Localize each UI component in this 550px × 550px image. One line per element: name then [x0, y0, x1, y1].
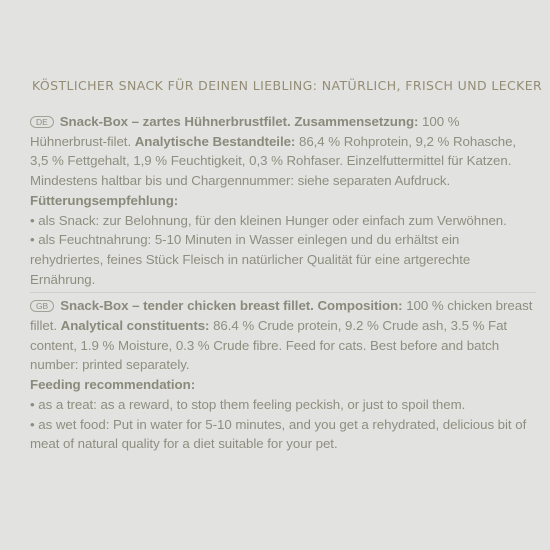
english-composition-label: Composition: — [317, 298, 403, 314]
language-badge-de: DE — [30, 116, 54, 128]
english-composition-text: 100 % chicken breast fillet. — [30, 298, 533, 334]
german-product-label: Snack-Box – zartes Hühnerbrustfilet. — [59, 114, 291, 129]
english-composition-paragraph — [30, 296, 536, 375]
german-composition-paragraph — [30, 112, 536, 191]
german-composition-text: 100 % Hühnerbrust-filet. — [30, 114, 460, 149]
english-section — [30, 296, 536, 454]
english-feeding-label — [30, 375, 536, 395]
english-feeding-label-text: Feeding recommendation: — [30, 377, 196, 393]
german-bullet-snack: • als Snack: zur Belohnung, für den kleinen Hunger oder einfach zum Verwöhnen. — [30, 212, 507, 228]
english-bullet-treat: • as a treat: as a reward, to stop them feeling peckish, or just to spoil them. — [30, 396, 466, 412]
headline: KÖSTLICHER SNACK FÜR DEINEN LIEBLING: NATÜRLICH, FRISCH UND LECKER — [32, 78, 543, 93]
german-feeding-label — [30, 191, 536, 211]
english-analytic-label: Analytical constituents: — [60, 318, 210, 334]
language-badge-gb: GB — [30, 300, 54, 312]
english-bullet-wet-food: • as wet food: Put in water for 5-10 minutes, and you get a rehydrated, delicious bit of meat of natural quality for a diet suitable for your pet. — [30, 416, 527, 452]
english-analytic-text: 86.4 % Crude protein, 9.2 % Crude ash, 3.5 % Fat content, 1.9 % Moisture, 0.3 % Crude fibre. Feed for cats. Best before and batch number: printed separately. — [30, 318, 508, 373]
german-bullet-wet-food: • als Feuchtnahrung: 5-10 Minuten in Wasser einlegen und du erhältst ein rehydriertes, feines Stück Fleisch in natürlicher Qualität für eine artgerechte Ernährung. — [30, 232, 471, 287]
german-feeding-label-text: Fütterungsempfehlung: — [30, 192, 179, 208]
section-divider — [30, 292, 536, 293]
german-analytic-label: Analytische Bestandteile: — [134, 133, 296, 149]
english-product-label: Snack-Box – tender chicken breast fillet. — [60, 298, 314, 314]
german-analytic-text: 86,4 % Rohprotein, 9,2 % Rohasche, 3,5 % Fettgehalt, 1,9 % Feuchtigkeit, 0,3 % Rohfaser. Einzelfuttermittel für Katzen. Mindestens haltbar bis und Chargennummer: siehe separaten Aufdruck. — [30, 133, 517, 189]
german-section — [30, 112, 536, 289]
german-composition-label: Zusammensetzung: — [294, 114, 419, 129]
